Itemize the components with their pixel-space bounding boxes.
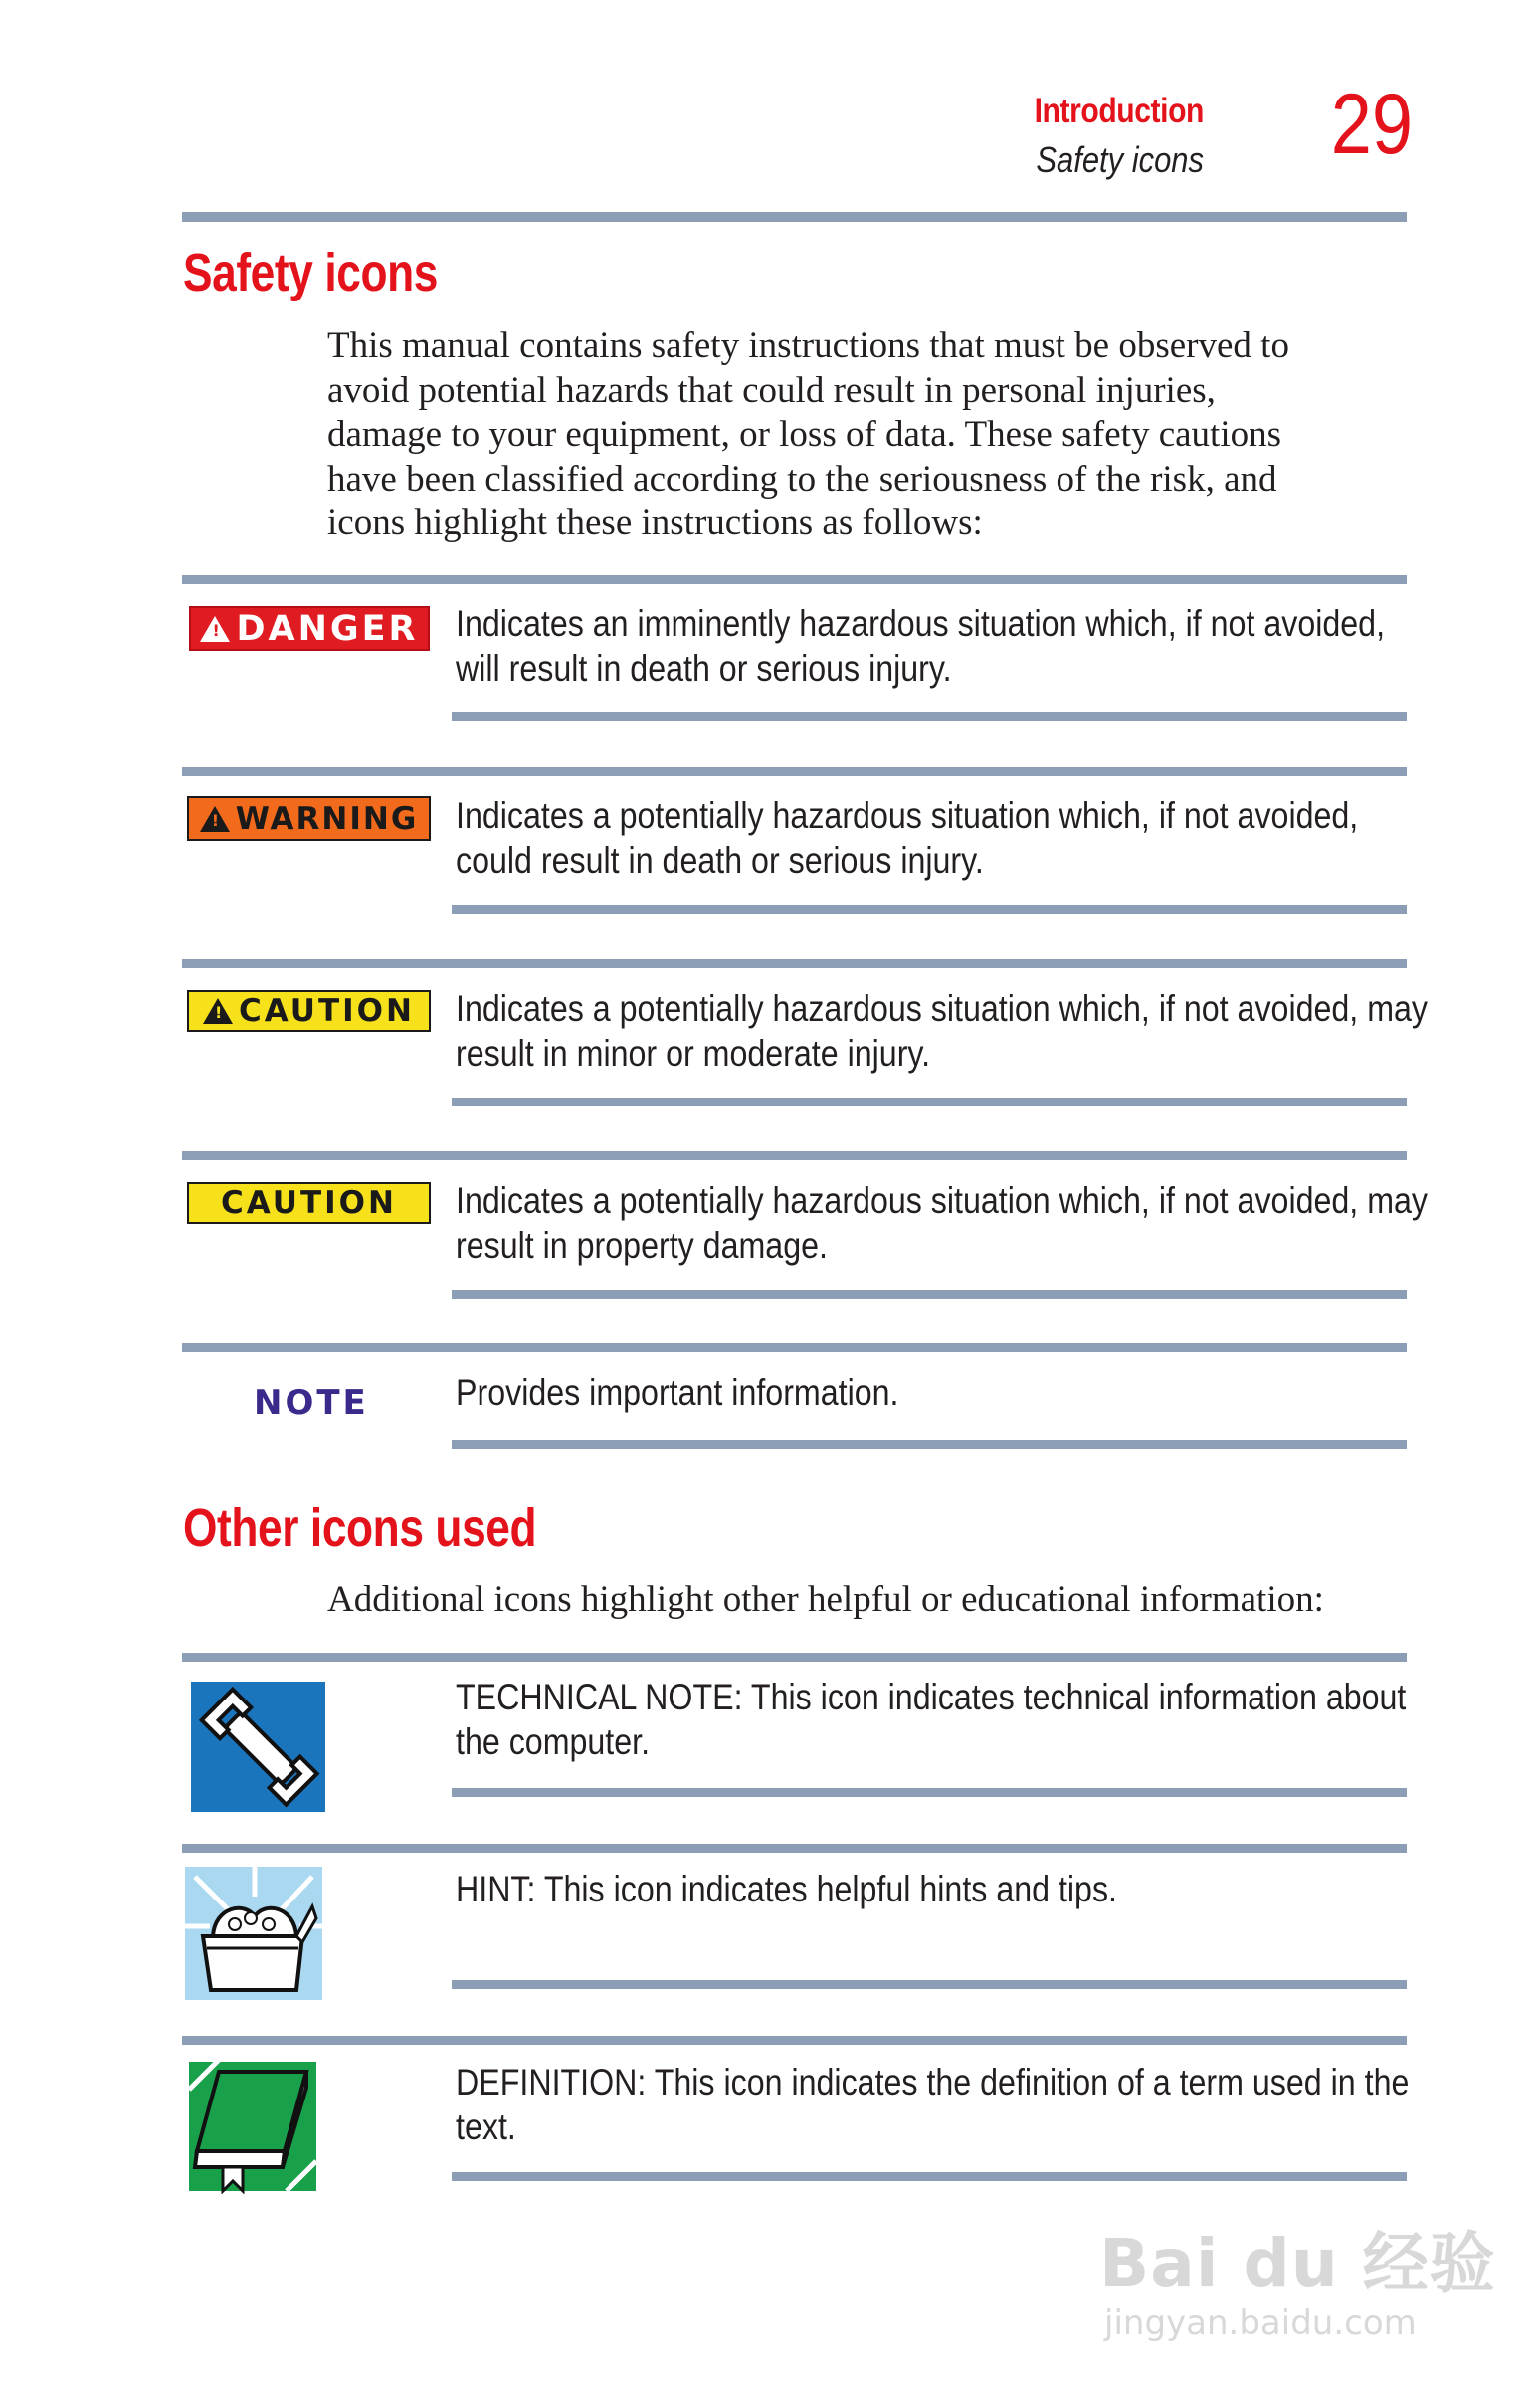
header-rule (182, 212, 1407, 222)
safety-icons-heading: Safety icons (183, 243, 438, 302)
intro-line: avoid potential hazards that could result in personal injuries, (327, 369, 1216, 411)
technical-note-description: TECHNICAL NOTE: This icon indicates technical information about the computer. (456, 1677, 1407, 1762)
watermark-logo: Bai du 经验 (1099, 2225, 1496, 2301)
book-icon (189, 2060, 328, 2194)
intro-line: This manual contains safety instructions that must be observed to (327, 325, 1289, 366)
running-header-subsection: Safety icons (1036, 139, 1204, 180)
wrench-icon (189, 1680, 328, 1814)
safety-intro-paragraph (327, 324, 1402, 546)
caution-property-label: CAUTION (187, 1182, 431, 1224)
other-intro-paragraph: Additional icons highlight other helpful or educational information: (327, 1579, 1324, 1620)
row-top-rule (182, 1844, 1407, 1853)
page-number: 29 (1330, 77, 1413, 172)
definition-description: DEFINITION: This icon indicates the definition of a term used in the text. (456, 2062, 1410, 2147)
row-bottom-rule (452, 1290, 1407, 1299)
hint-description: HINT: This icon indicates helpful hints and tips. (456, 1869, 1118, 1909)
row-bottom-rule (452, 712, 1407, 721)
warning-triangle-icon: ! (200, 616, 230, 642)
warning-triangle-icon: ! (203, 998, 233, 1024)
danger-description: Indicates an imminently hazardous situation which, if not avoided, will result in death or serious injury. (456, 603, 1386, 689)
row-top-rule (182, 575, 1407, 584)
row-bottom-rule (452, 905, 1407, 914)
row-top-rule (182, 767, 1407, 776)
row-bottom-rule (452, 2172, 1407, 2181)
row-top-rule (182, 1653, 1407, 1662)
intro-line: have been classified according to the seriousness of the risk, and (327, 458, 1277, 500)
caution-label: ! CAUTION (187, 990, 431, 1032)
row-bottom-rule (452, 1440, 1407, 1449)
warning-triangle-icon: ! (200, 806, 230, 832)
watermark-url: jingyan.baidu.com (1104, 2303, 1417, 2343)
caution-description: Indicates a potentially hazardous situation which, if not avoided, may result in minor or moderate injury. (456, 988, 1429, 1074)
other-icons-heading: Other icons used (183, 1499, 537, 1558)
running-header-section: Introduction (1034, 92, 1204, 130)
note-label: NOTE (254, 1383, 369, 1423)
intro-line: damage to your equipment, or loss of data. These safety cautions (327, 414, 1282, 455)
treasure-chest-icon (185, 1867, 324, 2001)
row-bottom-rule (452, 1788, 1407, 1797)
warning-label: ! WARNING (187, 796, 431, 841)
row-top-rule (182, 2036, 1407, 2045)
warning-description: Indicates a potentially hazardous situation which, if not avoided, could result in death or serious injury. (456, 795, 1359, 881)
row-top-rule (182, 1343, 1407, 1352)
intro-line: icons highlight these instructions as follows: (327, 502, 983, 543)
caution-property-description: Indicates a potentially hazardous situation which, if not avoided, may result in property damage. (456, 1180, 1429, 1266)
row-bottom-rule (452, 1098, 1407, 1106)
row-top-rule (182, 1151, 1407, 1160)
row-bottom-rule (452, 1980, 1407, 1989)
note-description: Provides important information. (456, 1372, 899, 1413)
danger-label: ! DANGER (189, 606, 430, 651)
row-top-rule (182, 959, 1407, 968)
